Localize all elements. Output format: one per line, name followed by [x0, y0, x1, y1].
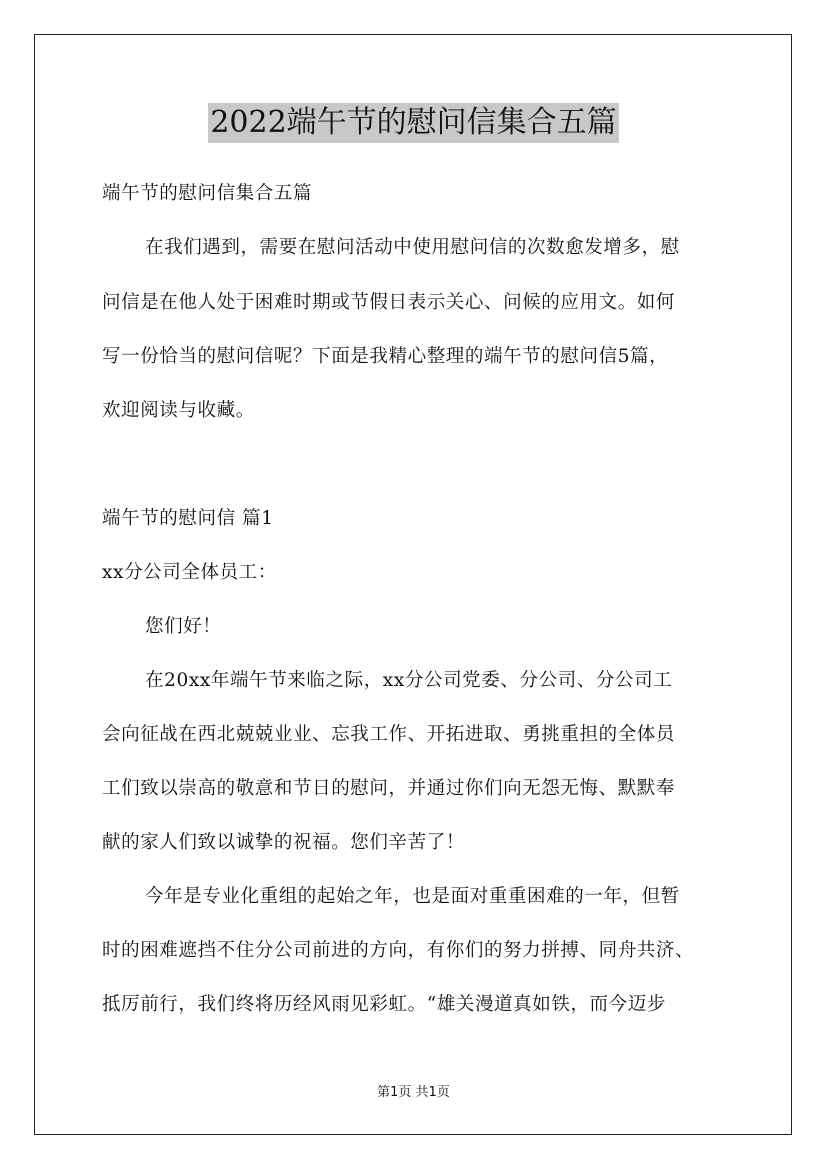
- paragraph-line: 欢迎阅读与收藏。: [102, 400, 255, 421]
- paragraph-line: 工们致以崇高的敬意和节日的慰问，并通过你们向无怨无悔、默默奉: [102, 778, 676, 799]
- paragraph-line: 在20xx年端午节来临之际，xx分公司党委、分公司、分公司工: [145, 670, 673, 691]
- greeting: 您们好！: [145, 616, 222, 637]
- salutation: xx分公司全体员工：: [102, 562, 277, 583]
- document-title-wrapper: [0, 103, 827, 147]
- page-footer: 第1页 共1页: [377, 1085, 450, 1100]
- paragraph-line: 献的家人们致以诚挚的祝福。您们辛苦了！: [102, 832, 465, 853]
- paragraph-line: 抵厉前行，我们终将历经风雨见彩虹。“雄关漫道真如铁，而今迈步: [102, 994, 666, 1015]
- section-heading: 端午节的慰问信 篇1: [102, 508, 274, 529]
- intro-heading: 端午节的慰问信集合五篇: [102, 183, 313, 204]
- paragraph-line: 时的困难遮挡不住分公司前进的方向，有你们的努力拼搏、同舟共济、: [102, 940, 695, 961]
- paragraph-line: 会向征战在西北兢兢业业、忘我工作、开拓进取、勇挑重担的全体员: [102, 724, 676, 745]
- paragraph-line: 写一份恰当的慰问信呢？下面是我精心整理的端午节的慰问信5篇，: [102, 346, 669, 367]
- paragraph-line: 今年是专业化重组的起始之年，也是面对重重困难的一年，但暂: [145, 886, 680, 907]
- paragraph-line: 在我们遇到，需要在慰问活动中使用慰问信的次数愈发增多，慰: [145, 237, 680, 258]
- document-title: 2022端午节的慰问信集合五篇: [208, 103, 618, 143]
- paragraph-line: 问信是在他人处于困难时期或节假日表示关心、问候的应用文。如何: [102, 292, 676, 313]
